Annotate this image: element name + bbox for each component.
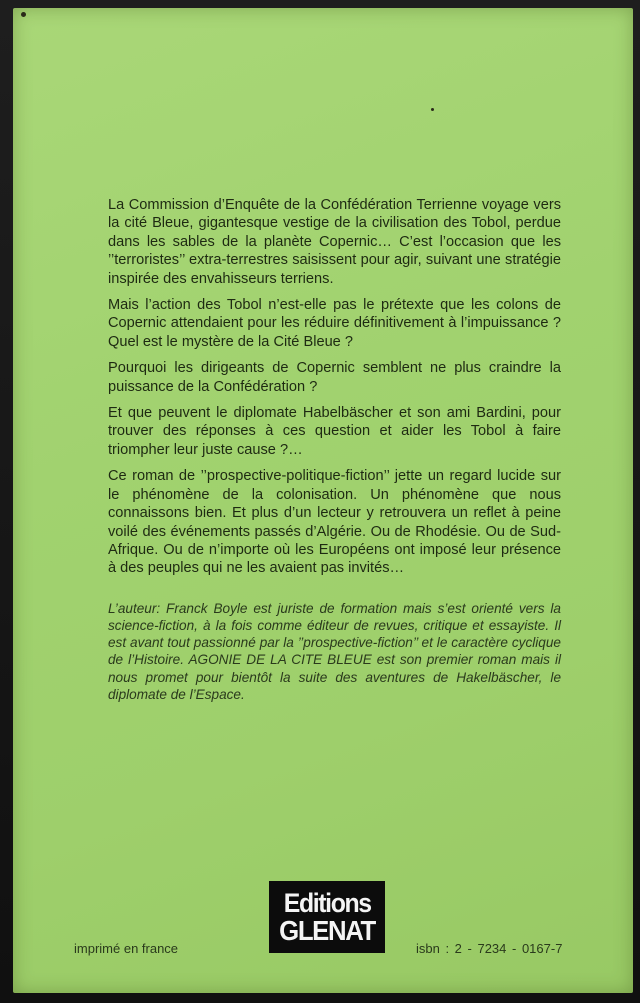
publisher-logo-line2: GLENAT: [279, 915, 375, 946]
blurb-paragraph: La Commission d’Enquête de la Confédération Terrienne voyage vers la cité Bleue, gigantesque vestige de la civilisation des Tobol, perdue dans les sables de la planète Copernic… C’est l’occasion que les ’’terroristes’’ extra-terrestres saisissent pour agir, suivant une stratégie inspirée des envahisseurs terriens.: [108, 197, 561, 287]
printed-in-label: imprimé en france: [74, 941, 179, 956]
blurb-paragraph: Ce roman de ’’prospective-politique-fiction’’ jette un regard lucide sur le phénomène de la colonisation. Un phénomène que nous connaissons bien. Et plus d’un lecteur y retrouvera un reflet à peine voilé des événements passés d’Algérie. Ou de Rhodésie. Ou de Sud-Afrique. Ou de n’importe où les Européens ont imposé leur présence à des peuples qui ne les avaient pas invités…: [108, 468, 561, 577]
blurb-paragraph: Et que peuvent le diplomate Habelbäscher et son ami Bardini, pour trouver des réponses à ces question et aider les Tobol à faire triompher leur juste cause ?…: [108, 405, 561, 458]
blurb-paragraph: Pourquoi les dirigeants de Copernic semblent ne plus craindre la puissance de la Confédération ?: [108, 360, 561, 395]
author-note: L’auteur: Franck Boyle est juriste de formation mais s’est orienté vers la science-fiction, à la fois comme éditeur de revues, critique et essayiste. Il est avant tout passionné par la ’’prospective-fiction’’ et le caractère cyclique de l’Histoire. AGONIE DE LA CITE BLEUE est son premier roman mais il nous promet pour bientôt la suite des aventures de Hakelbäscher, le diplomate de l’Espace.: [108, 600, 561, 702]
speck: [21, 12, 26, 17]
publisher-logo: [269, 881, 385, 953]
back-cover-blurb: [108, 196, 561, 711]
publisher-logo-line1: Editions: [283, 888, 371, 918]
blurb-paragraph: Mais l’action des Tobol n’est-elle pas le prétexte que les colons de Copernic attendaient pour les réduire définitivement à l’impuissance ? Quel est le mystère de la Cité Bleue ?: [108, 297, 561, 350]
speck: [431, 108, 434, 111]
isbn-label: isbn : 2 - 7234 - 0167-7: [416, 941, 563, 956]
